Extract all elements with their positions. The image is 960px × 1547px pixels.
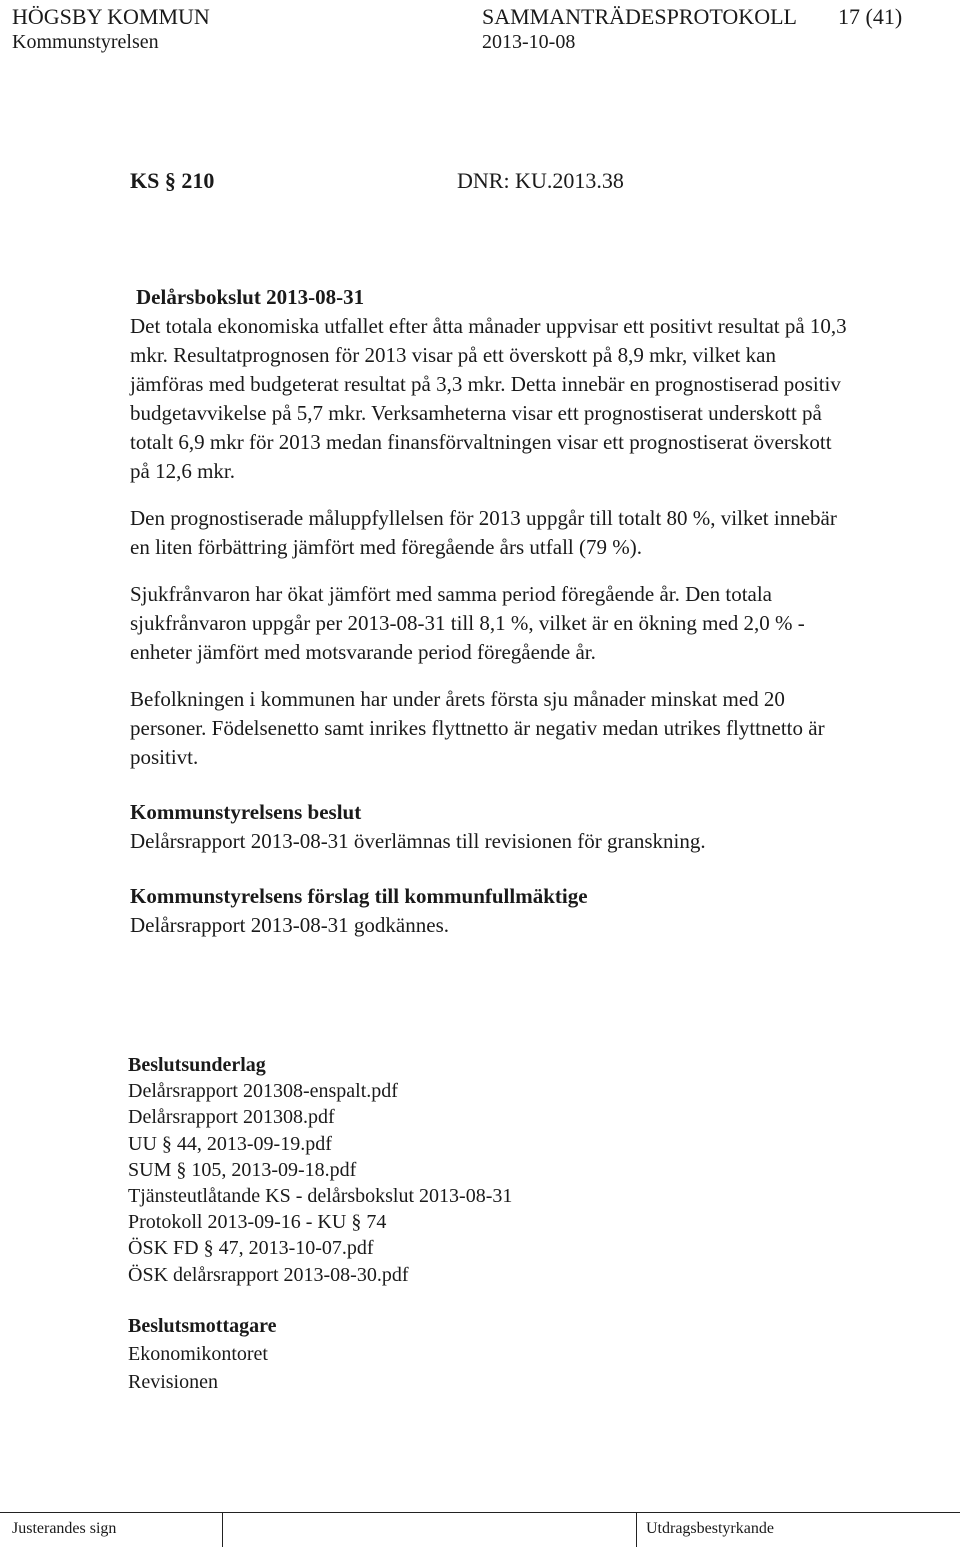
signature-label: Justerandes sign bbox=[12, 1520, 117, 1537]
page-number: 17 (41) bbox=[838, 4, 903, 29]
diary-number: DNR: KU.2013.38 bbox=[457, 168, 624, 193]
footer-divider bbox=[0, 1512, 960, 1513]
recipients-heading: Beslutsmottagare bbox=[128, 1315, 277, 1337]
paragraph-goals: Den prognostiserade måluppfyllelsen för 2013 uppgår till totalt 80 %, vilket innebär en liten förbättring jämfört med föregående års utfall (79 %). bbox=[130, 506, 837, 559]
paragraph-results: Det totala ekonomiska utfallet efter åtta månader uppvisar ett positivt resultat på 10,3 mkr. Resultatprognosen för 2013 visar på ett överskott på 8,9 mkr, vilket kan jämföras med budgeterat resultat på 3,3 mkr. Detta innebär en prognostiserad positiv budgetavvikelse på 5,7 mkr. Verksamheterna visar ett prognostiserat underskott på totalt 6,9 mkr för 2013 medan finansförvaltningen visar ett prognostiserat överskott på 12,6 mkr. bbox=[130, 314, 847, 483]
paragraph-sick-leave: Sjukfrånvaron har ökat jämfört med samma period föregående år. Den totala sjukfrånvaron uppgår per 2013-08-31 till 8,1 %, vilket är en ökning med 2,0 % -enheter jämfört med motsvarande period föregående år. bbox=[130, 582, 805, 664]
main-content bbox=[130, 283, 850, 940]
proposal-heading: Kommunstyrelsens förslag till kommunfullmäktige bbox=[130, 884, 588, 908]
recipient-item: Revisionen bbox=[128, 1371, 218, 1393]
recipient-item: Ekonomikontoret bbox=[128, 1343, 268, 1365]
basis-item: ÖSK FD § 47, 2013-10-07.pdf bbox=[128, 1237, 374, 1260]
section-title: Delårsbokslut 2013-08-31 bbox=[136, 285, 365, 309]
decision-text: Delårsrapport 2013-08-31 överlämnas till revisionen för granskning. bbox=[130, 829, 706, 853]
certification-label: Utdragsbestyrkande bbox=[646, 1520, 774, 1537]
recipients-section bbox=[128, 1312, 277, 1396]
proposal-text: Delårsrapport 2013-08-31 godkännes. bbox=[130, 913, 449, 937]
basis-item: Protokoll 2013-09-16 - KU § 74 bbox=[128, 1211, 387, 1234]
footer-separator-left bbox=[222, 1512, 223, 1547]
basis-item: Delårsrapport 201308.pdf bbox=[128, 1106, 335, 1129]
paragraph-population: Befolkningen i kommunen har under årets första sju månader minskat med 20 personer. Födelsenetto samt inrikes flyttnetto är negativ medan utrikes flyttnetto är positivt. bbox=[130, 687, 825, 769]
footer-separator-right bbox=[636, 1512, 637, 1547]
basis-item: SUM § 105, 2013-09-18.pdf bbox=[128, 1158, 357, 1181]
decision-heading: Kommunstyrelsens beslut bbox=[130, 800, 362, 824]
basis-item: ÖSK delårsrapport 2013-08-30.pdf bbox=[128, 1263, 409, 1286]
basis-item: Delårsrapport 201308-enspalt.pdf bbox=[128, 1080, 398, 1103]
basis-section bbox=[128, 1052, 512, 1288]
document-type: SAMMANTRÄDESPROTOKOLL bbox=[482, 4, 797, 29]
case-number: KS § 210 bbox=[130, 168, 215, 193]
meeting-date: 2013-10-08 bbox=[482, 31, 576, 53]
committee-name: Kommunstyrelsen bbox=[12, 31, 159, 53]
basis-item: Tjänsteutlåtande KS - delårsbokslut 2013-08-31 bbox=[128, 1185, 513, 1208]
basis-item: UU § 44, 2013-09-19.pdf bbox=[128, 1132, 332, 1155]
municipality-name: HÖGSBY KOMMUN bbox=[12, 4, 210, 29]
basis-heading: Beslutsunderlag bbox=[128, 1054, 266, 1076]
